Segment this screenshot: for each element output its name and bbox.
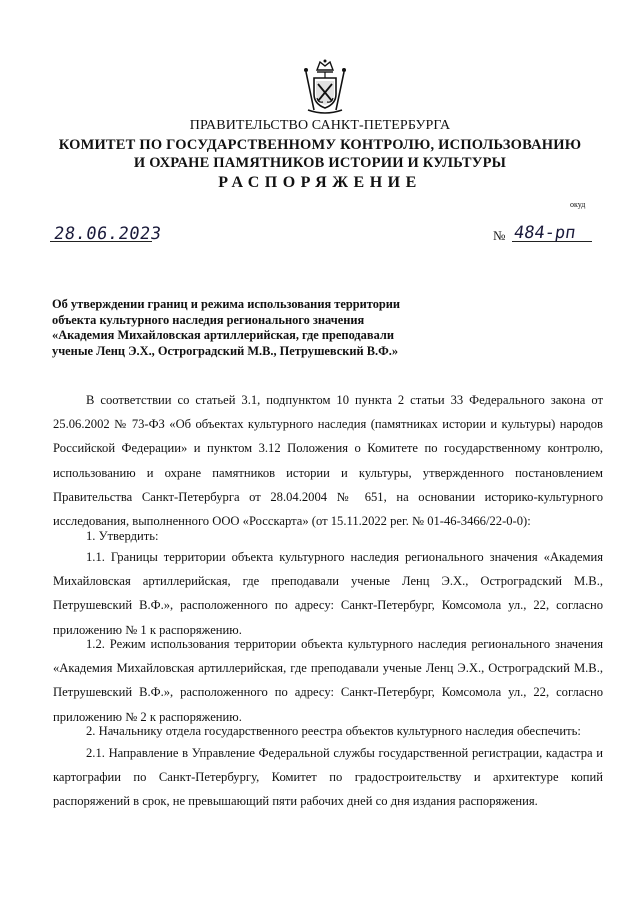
document-date: 28.06.2023	[52, 224, 163, 244]
committee-title-line-2: И ОХРАНЕ ПАМЯТНИКОВ ИСТОРИИ И КУЛЬТУРЫ	[133, 155, 507, 171]
subject-line: Об утверждении границ и режима использования территории	[52, 297, 401, 311]
subject-line: объекта культурного наследия регионального значения	[52, 312, 365, 327]
document-number: 484-рп	[512, 223, 577, 243]
clause-1-1: 1.1. Границы территории объекта культурного наследия регионального значения «Академия Михайловская артиллерийская, где преподавали ученые Ленц Э.Х., Остроградский М.В., Петрушевский В.Ф.», расположенного по адресу: Санкт-Петербург, Комсомола ул., 22, согласно приложению № 1 к распоряжению.	[53, 550, 603, 637]
clause-2: 2. Начальнику отдела государственного реестра объектов культурного наследия обеспечить:	[86, 724, 581, 738]
clause-2-1: 2.1. Направление в Управление Федеральной службы государственной регистрации, кадастра и картографии по Санкт-Петербургу, Комитет по градостроительству и архитектуре копий распоряжений в срок, не превышающий пяти рабочих дней со дня издания распоряжения.	[53, 746, 603, 809]
preamble-paragraph: В соответствии со статьей 3.1, подпунктом 10 пункта 2 статьи 33 Федерального закона от 25.06.2002 № 73-ФЗ «Об объектах культурного наследия (памятниках истории и культуры) народов Российской Федерации» и пунктом 3.12 Положения о Комитете по государственному контролю, использованию и охране памятников истории и культуры, утвержденного постановлением Правительства Санкт-Петербурга от 28.04.2004 № 651, на основании историко-культурного исследования, выполненного ООО «Росскарта» (от 15.11.2022 рег. № 01-46-3466/22-0-0):	[53, 393, 603, 529]
subject-line: «Академия Михайловская артиллерийская, где преподавали	[52, 328, 394, 342]
committee-title-line-1: КОМИТЕТ ПО ГОСУДАРСТВЕННОМУ КОНТРОЛЮ, ИСПОЛЬЗОВАНИЮ	[58, 137, 582, 153]
government-title: ПРАВИТЕЛЬСТВО САНКТ-ПЕТЕРБУРГА	[189, 118, 451, 133]
subject-line: ученые Ленц Э.Х., Остроградский М.В., Петрушевский В.Ф.»	[52, 343, 399, 358]
document-subject	[52, 297, 472, 359]
document-type: РАСПОРЯЖЕНИЕ	[218, 174, 422, 191]
okud-label: окуд	[570, 200, 586, 209]
clause-1: 1. Утвердить:	[86, 529, 159, 543]
coat-of-arms-icon	[300, 58, 350, 116]
clause-1-2: 1.2. Режим использования территории объекта культурного наследия регионального значения «Академия Михайловская артиллерийская, где преподавали ученые Ленц Э.Х., Остроградский М.В., Петрушевский В.Ф.», расположенного по адресу: Санкт-Петербург, Комсомола ул., 22, согласно приложению № 2 к распоряжению.	[53, 637, 603, 724]
number-label: №	[493, 228, 506, 243]
